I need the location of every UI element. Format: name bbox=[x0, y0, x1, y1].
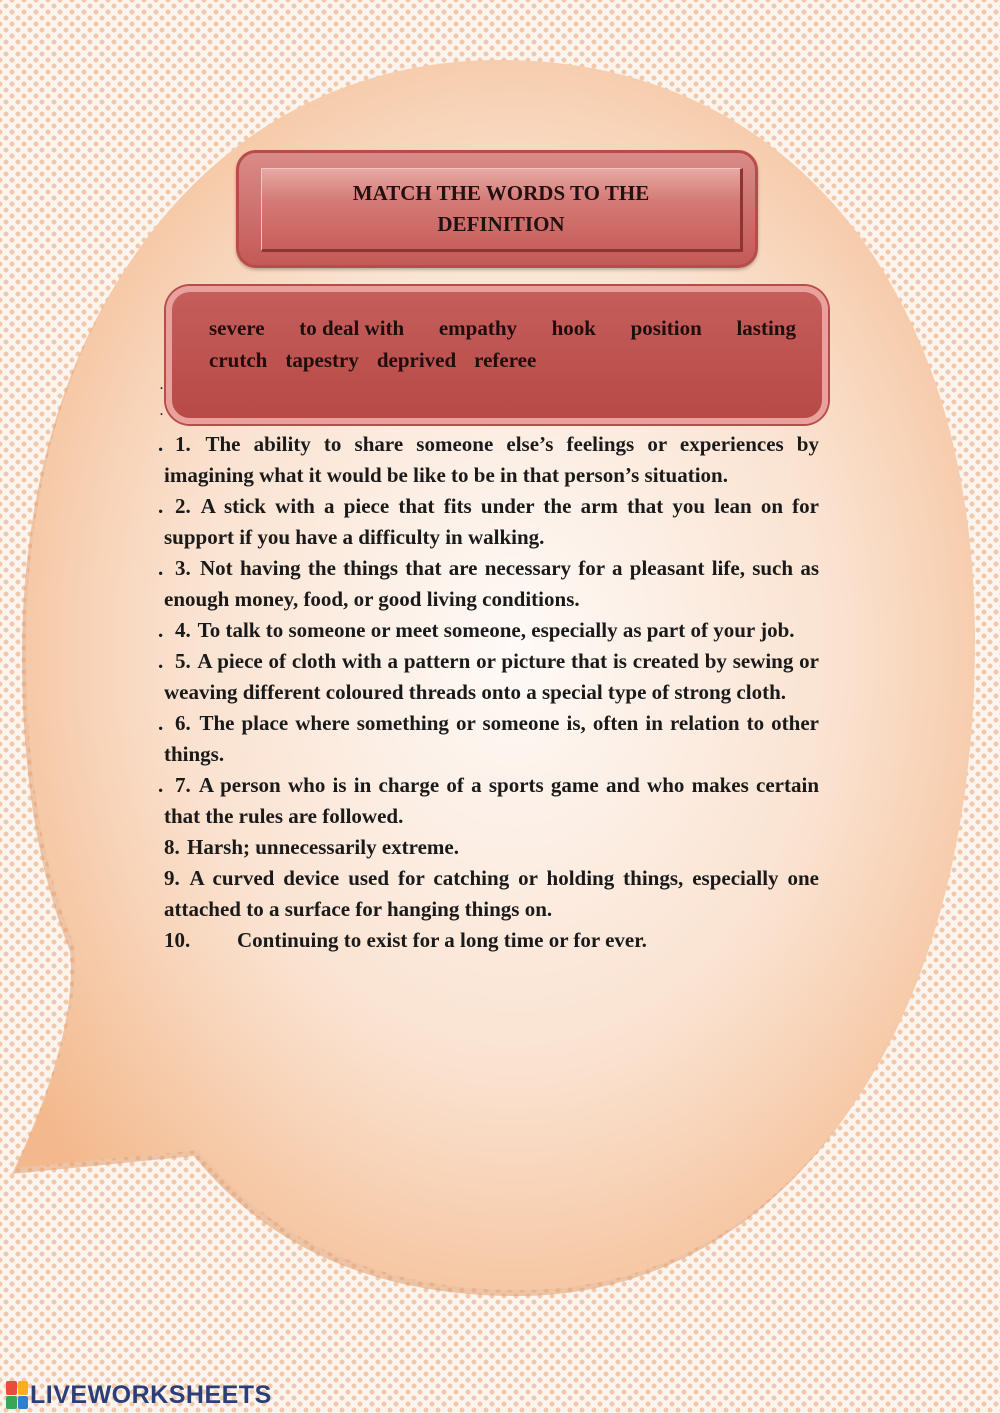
definition-text: A piece of cloth with a pattern or picture that is created by sewing or weaving different coloured threads onto a special type of strong cloth. bbox=[164, 649, 820, 704]
definition-number: 6. bbox=[175, 711, 191, 735]
definition-number: 3. bbox=[175, 556, 191, 580]
word-lasting: lasting bbox=[736, 316, 796, 340]
word-bank-line-2 bbox=[209, 348, 536, 373]
definition-10 bbox=[164, 925, 819, 956]
definition-1: . 1. The ability to share someone else’s feelings or experiences by imagining what it would be like to be in that person’s situation. bbox=[158, 432, 819, 487]
word-bank bbox=[166, 286, 828, 424]
definition-number: 10. bbox=[164, 928, 191, 952]
logo-mark-square bbox=[18, 1381, 29, 1395]
definition-number: 7. bbox=[175, 773, 191, 797]
definition-8 bbox=[164, 832, 819, 863]
definition-number: 2. bbox=[175, 494, 191, 518]
word-empathy: empathy bbox=[438, 316, 517, 340]
definition-4: . 4. To talk to someone or meet someone, especially as part of your job. bbox=[158, 618, 795, 642]
definition-text: A person who is in charge of a sports game and who makes certain that the rules are followed. bbox=[164, 773, 820, 828]
definition-number: 5. bbox=[175, 649, 191, 673]
page-title: MATCH THE WORDS TO THE DEFINITION bbox=[352, 181, 650, 236]
definition-text: Not having the things that are necessary for a pleasant life, such as enough money, food, or good living conditions. bbox=[164, 556, 819, 611]
stray-mark: . bbox=[160, 378, 163, 392]
logo-text: LIVEWORKSHEETS bbox=[30, 1380, 272, 1409]
definition-text: Continuing to exist for a long time or for ever. bbox=[237, 928, 647, 952]
definition-7: . 7. A person who is in charge of a sports game and who makes certain that the rules are followed. bbox=[158, 773, 820, 828]
definition-text: The ability to share someone else’s feelings or experiences by imagining what it would be like to be in that person’s situation. bbox=[164, 432, 819, 487]
definition-6: . 6. The place where something or someone is, often in relation to other things. bbox=[158, 711, 819, 766]
title-banner bbox=[236, 150, 758, 268]
liveworksheets-logo bbox=[6, 1378, 272, 1412]
word-bank-line-1 bbox=[209, 316, 796, 341]
definition-5: . 5. A piece of cloth with a pattern or picture that is created by sewing or weaving different coloured threads onto a special type of strong cloth. bbox=[158, 649, 820, 704]
logo-mark-icon bbox=[6, 1381, 28, 1409]
definition-number: 4. bbox=[175, 618, 191, 642]
definition-text: To talk to someone or meet someone, especially as part of your job. bbox=[197, 618, 795, 642]
word-referee: referee bbox=[474, 348, 537, 372]
logo-mark-square bbox=[6, 1396, 17, 1410]
definition-9 bbox=[164, 863, 819, 925]
definition-text: Harsh; unnecessarily extreme. bbox=[187, 835, 459, 859]
word-tapestry: tapestry bbox=[285, 348, 359, 372]
definition-text: The place where something or someone is, often in relation to other things. bbox=[164, 711, 819, 766]
word-to-deal-with: to deal with bbox=[299, 316, 405, 340]
logo-mark-square bbox=[18, 1396, 29, 1410]
word-crutch: crutch bbox=[209, 348, 268, 372]
definition-number: 8. bbox=[164, 835, 180, 859]
word-deprived: deprived bbox=[376, 348, 457, 372]
definition-number: 1. bbox=[175, 432, 191, 456]
title-banner-inner bbox=[261, 168, 743, 252]
word-severe: severe bbox=[209, 316, 265, 340]
logo-mark-square bbox=[6, 1381, 17, 1395]
definition-text: A curved device used for catching or holding things, especially one attached to a surface for hanging things on. bbox=[164, 866, 819, 921]
definition-number: 9. bbox=[164, 866, 180, 890]
word-position: position bbox=[630, 316, 702, 340]
stray-mark: . bbox=[160, 404, 163, 418]
word-hook: hook bbox=[551, 316, 596, 340]
definitions-list bbox=[158, 429, 820, 956]
definition-2: . 2. A stick with a piece that fits under the arm that you lean on for support if you have a difficulty in walking. bbox=[158, 494, 819, 549]
definition-text: A stick with a piece that fits under the arm that you lean on for support if you have a difficulty in walking. bbox=[164, 494, 819, 549]
definition-3: . 3. Not having the things that are necessary for a pleasant life, such as enough money, food, or good living conditions. bbox=[158, 556, 819, 611]
